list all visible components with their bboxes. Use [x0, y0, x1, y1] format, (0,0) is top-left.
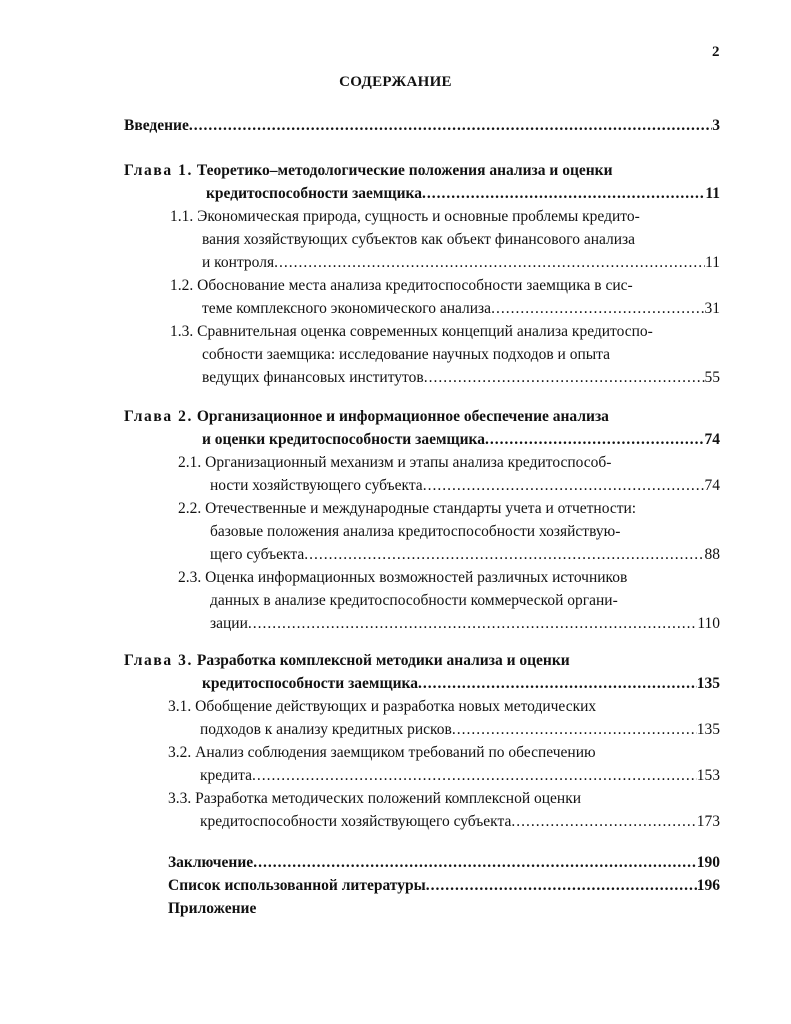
- leader-dots: [189, 116, 712, 136]
- toc-section-cont[interactable]: [210, 545, 720, 565]
- toc-page-number: 196: [696, 877, 720, 894]
- toc-page-number: 55: [704, 369, 720, 386]
- section-number: 3.2.: [168, 744, 192, 761]
- toc-chapter-heading[interactable]: [124, 651, 570, 671]
- page-title: СОДЕРЖАНИЕ: [339, 74, 452, 90]
- toc-entry-references[interactable]: [168, 876, 720, 896]
- section-title-line: Оценка информационных возможностей различных источников: [205, 569, 628, 586]
- leader-dots: [253, 853, 697, 873]
- section-number: 2.3.: [178, 569, 202, 586]
- toc-page-number: 173: [696, 813, 720, 830]
- leader-dots: [485, 430, 705, 450]
- toc-section[interactable]: [168, 697, 596, 717]
- section-title-line: подходов к анализу кредитных рисков: [200, 721, 452, 738]
- toc-chapter-heading[interactable]: [124, 407, 609, 427]
- toc-section-cont[interactable]: [200, 812, 720, 832]
- section-number: 3.3.: [168, 790, 192, 807]
- toc-chapter-heading-cont[interactable]: [202, 674, 720, 694]
- toc-section[interactable]: [170, 322, 653, 342]
- toc-section-cont[interactable]: [210, 476, 720, 496]
- toc-entry-label: Введение: [124, 117, 189, 134]
- toc-page-number: 11: [705, 185, 720, 202]
- section-title-line: теме комплексного экономического анализа: [202, 300, 492, 317]
- section-title-line: Организационный механизм и этапы анализа кредитоспособ-: [205, 454, 612, 471]
- toc-section[interactable]: [168, 743, 596, 763]
- toc-page-number: 3: [712, 117, 720, 134]
- toc-section-cont[interactable]: [210, 522, 620, 542]
- toc-section-cont[interactable]: [200, 766, 720, 786]
- chapter-title-line: и оценки кредитоспособности заемщика: [202, 431, 485, 448]
- toc-page-number: 88: [704, 546, 720, 563]
- section-number: 1.1.: [170, 208, 194, 225]
- section-title-line: собности заемщика: исследование научных подходов и опыта: [202, 346, 611, 363]
- section-title-line: Обоснование места анализа кредитоспособности заемщика в сис-: [197, 277, 633, 294]
- leader-dots: [422, 184, 705, 204]
- toc-section-cont[interactable]: [202, 345, 610, 365]
- leader-dots: [274, 253, 705, 273]
- toc-entry-intro[interactable]: [124, 116, 720, 136]
- chapter-title-line: кредитоспособности заемщика: [206, 185, 422, 202]
- toc-section[interactable]: [170, 207, 640, 227]
- chapter-prefix: Глава 3.: [124, 652, 193, 669]
- chapter-title-line: Организационное и информационное обеспечение анализа: [196, 408, 609, 425]
- section-title-line: Экономическая природа, сущность и основные проблемы кредито-: [197, 208, 640, 225]
- toc-page-number: 135: [696, 721, 720, 738]
- toc-section[interactable]: [170, 276, 633, 296]
- section-title-line: Анализ соблюдения заемщиком требований по обеспечению: [195, 744, 596, 761]
- leader-dots: [452, 720, 697, 740]
- section-title-line: ности хозяйствующего субъекта: [210, 477, 423, 494]
- toc-entry-appendix[interactable]: [168, 899, 256, 919]
- section-number: 1.2.: [170, 277, 194, 294]
- leader-dots: [511, 812, 696, 832]
- toc-page-number: 110: [697, 615, 720, 632]
- leader-dots: [252, 766, 697, 786]
- toc-section-cont[interactable]: [202, 368, 720, 388]
- leader-dots: [426, 876, 697, 896]
- toc-page-number: 74: [704, 431, 720, 448]
- leader-dots: [423, 476, 705, 496]
- section-title-line: кредита: [200, 767, 252, 784]
- section-number: 2.2.: [178, 500, 202, 517]
- section-title-line: базовые положения анализа кредитоспособности хозяйствую-: [210, 523, 621, 540]
- leader-dots: [418, 674, 697, 694]
- toc-entry-label: Заключение: [168, 854, 254, 871]
- toc-page-number: 11: [705, 254, 720, 271]
- chapter-prefix: Глава 2.: [124, 408, 193, 425]
- section-title-line: кредитоспособности хозяйствующего субъекта: [200, 813, 512, 830]
- section-title-line: данных в анализе кредитоспособности коммерческой органи-: [210, 592, 618, 609]
- toc-entry-conclusion[interactable]: [168, 853, 720, 873]
- section-number: 1.3.: [170, 323, 194, 340]
- toc-page-number: 190: [696, 854, 720, 871]
- toc-chapter-heading-cont[interactable]: [206, 184, 720, 204]
- toc-page-number: 31: [704, 300, 720, 317]
- section-title-line: вания хозяйствующих субъектов как объект финансового анализа: [202, 231, 636, 248]
- toc-chapter-heading[interactable]: [124, 161, 613, 181]
- toc-entry-label: Список использованной литературы: [168, 877, 426, 894]
- section-title-line: Разработка методических положений комплексной оценки: [195, 790, 582, 807]
- toc-section-cont[interactable]: [202, 230, 635, 250]
- section-title-line: ведущих финансовых институтов: [202, 369, 424, 386]
- leader-dots: [248, 614, 697, 634]
- section-title-line: зации: [210, 615, 248, 632]
- toc-section-cont[interactable]: [210, 591, 618, 611]
- section-title-line: Отечественные и международные стандарты учета и отчетности:: [205, 500, 637, 517]
- section-number: 2.1.: [178, 454, 202, 471]
- page-number: 2: [712, 44, 720, 60]
- toc-chapter-heading-cont[interactable]: [202, 430, 720, 450]
- section-number: 3.1.: [168, 698, 192, 715]
- toc-section[interactable]: [178, 453, 611, 473]
- chapter-title-line: кредитоспособности заемщика: [202, 675, 418, 692]
- toc-section[interactable]: [178, 499, 636, 519]
- section-title-line: Обобщение действующих и разработка новых методических: [195, 698, 597, 715]
- toc-section-cont[interactable]: [200, 720, 720, 740]
- leader-dots: [304, 545, 704, 565]
- toc-section-cont[interactable]: [202, 253, 720, 273]
- toc-section[interactable]: [168, 789, 581, 809]
- chapter-prefix: Глава 1.: [124, 162, 193, 179]
- toc-section[interactable]: [178, 568, 627, 588]
- toc-section-cont[interactable]: [210, 614, 720, 634]
- section-title-line: Сравнительная оценка современных концепций анализа кредитоспо-: [197, 323, 653, 340]
- leader-dots: [424, 368, 705, 388]
- toc-section-cont[interactable]: [202, 299, 720, 319]
- leader-dots: [491, 299, 704, 319]
- toc-page-number: 74: [704, 477, 720, 494]
- toc-entry-label: Приложение: [168, 900, 257, 917]
- section-title-line: и контроля: [202, 254, 275, 271]
- toc-page-number: 153: [696, 767, 720, 784]
- toc-page-number: 135: [696, 675, 720, 692]
- chapter-title-line: Разработка комплексной методики анализа и оценки: [196, 652, 570, 669]
- section-title-line: щего субъекта: [210, 546, 305, 563]
- chapter-title-line: Теоретико–методологические положения анализа и оценки: [196, 162, 613, 179]
